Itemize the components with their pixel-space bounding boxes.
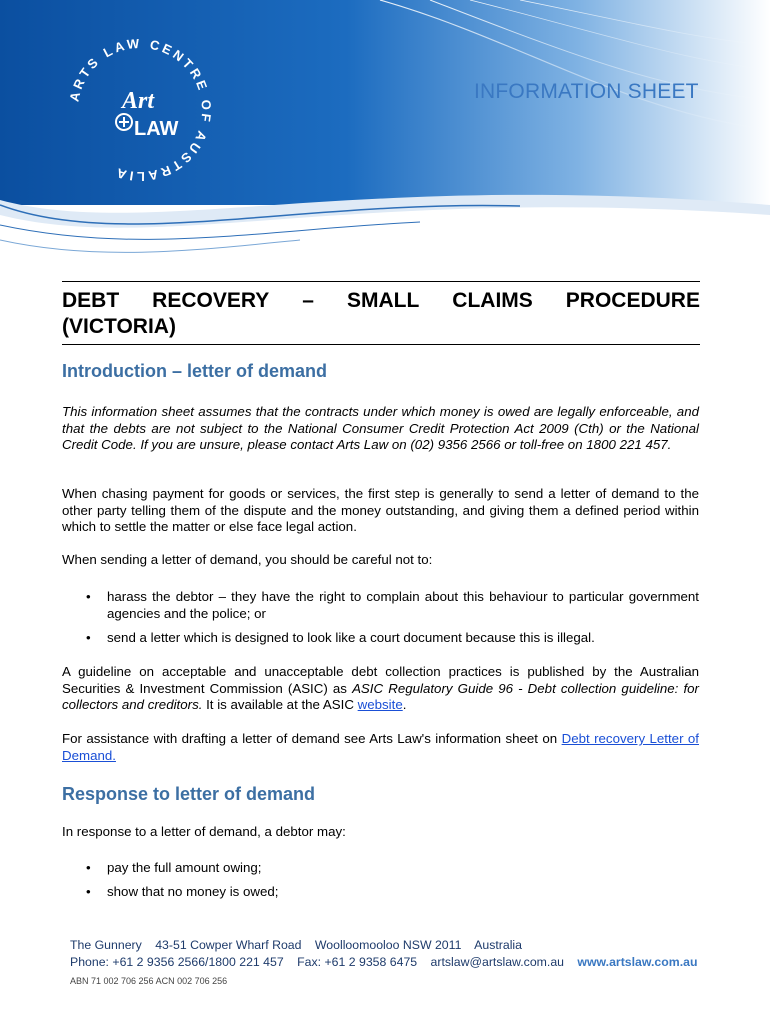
paragraph-asic-guideline: A guideline on acceptable and unacceptable debt collection practices is published by the Australian Securities & Investment Commission (ASIC) as ASIC Regulatory Guide 96 - Debt collection guideline: for collectors and creditors. It is available at the ASIC website. — [62, 664, 699, 712]
title-word: RECOVERY — [152, 289, 270, 312]
list-item: • show that no money is owed; — [86, 884, 279, 899]
bullet-icon: • — [86, 884, 91, 899]
title-word: DEBT — [62, 289, 120, 312]
debt-recovery-letter-link[interactable]: Debt recovery Letter of Demand. — [62, 731, 699, 763]
bullet-icon: • — [86, 589, 91, 604]
logo-mark-art: Art — [122, 88, 155, 114]
asic-website-link[interactable]: website — [357, 697, 403, 712]
title-word: SMALL — [346, 289, 420, 312]
page-footer — [70, 937, 710, 990]
logo-ring-text: ARTS LAW CENTRE OF AUSTRALIA — [66, 35, 215, 185]
footer-address: 43-51 Cowper Wharf Road — [155, 938, 302, 952]
paragraph-chasing-payment: When chasing payment for goods or services, the first step is generally to send a letter of demand to the other party telling them of the dispute and the money outstanding, and giving them a defined period within which to settle the matter or else face legal action. — [62, 486, 699, 534]
document-title — [62, 281, 700, 345]
paragraph-response-intro: In response to a letter of demand, a debtor may: — [62, 824, 346, 839]
bullet-icon: • — [86, 630, 91, 645]
title-word: CLAIMS — [452, 289, 533, 312]
paragraph-careful-not-to: When sending a letter of demand, you should be careful not to: — [62, 552, 433, 567]
footer-abn: ABN 71 002 706 256 ACN 002 706 256 — [70, 976, 228, 986]
footer-phone: Phone: +61 2 9356 2566/1800 221 457 — [70, 955, 284, 969]
footer-website-link[interactable]: www.artslaw.com.au — [577, 955, 698, 969]
title-line-2: (VICTORIA) — [62, 315, 176, 338]
information-sheet-label: INFORMATION SHEET — [474, 80, 699, 103]
footer-org: The Gunnery — [70, 938, 142, 952]
title-word: PROCEDURE — [565, 289, 700, 312]
footer-fax: Fax: +61 2 9358 6475 — [297, 955, 418, 969]
section-heading-introduction: Introduction – letter of demand — [62, 361, 328, 381]
footer-suburb: Woolloomooloo NSW 2011 — [314, 938, 462, 952]
title-word: – — [302, 289, 314, 312]
footer-country: Australia — [474, 938, 522, 952]
title-line-1 — [62, 288, 700, 314]
list-item: • harass the debtor – they have the right to complain about this behaviour to particular government agencies and the police; or — [86, 589, 699, 621]
arts-law-logo — [60, 30, 220, 190]
section-heading-response: Response to letter of demand — [62, 784, 316, 804]
logo-mark-law: LAW — [134, 118, 179, 140]
list-item: • send a letter which is designed to look like a court document because this is illegal. — [86, 630, 595, 645]
bullet-icon: • — [86, 860, 91, 875]
list-item: • pay the full amount owing; — [86, 860, 262, 875]
intro-paragraph-italic: This information sheet assumes that the contracts under which money is owed are legally enforceable, and that the debts are not subject to the National Consumer Credit Protection Act 2009 (Cth) or the National Credit Code. If you are unsure, please contact Arts Law on (02) 9356 2566 or toll-free on 1800 221 457. — [62, 404, 699, 452]
paragraph-assistance: For assistance with drafting a letter of demand see Arts Law's information sheet on Debt recovery Letter of Demand. — [62, 731, 699, 763]
footer-email[interactable]: artslaw@artslaw.com.au — [430, 955, 564, 969]
